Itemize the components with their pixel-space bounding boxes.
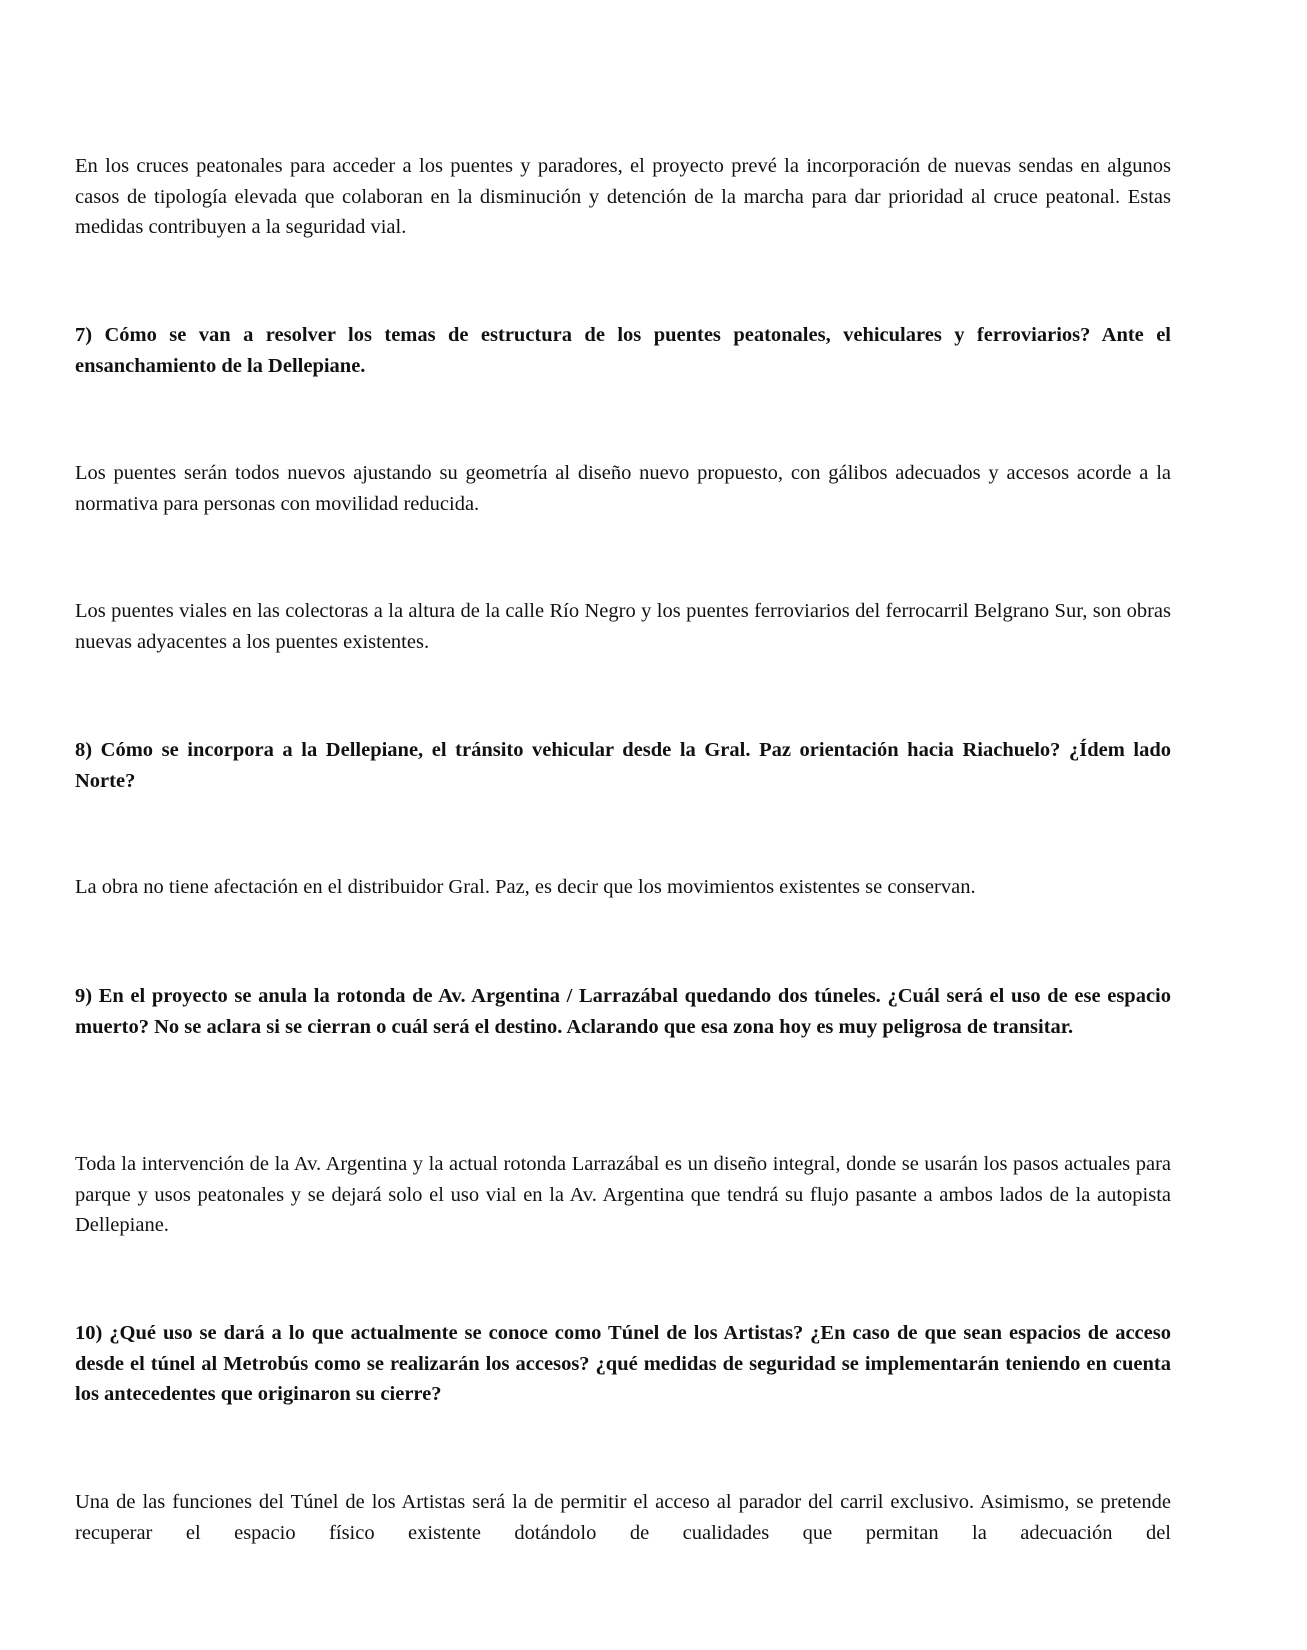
question-8: 8) Cómo se incorpora a la Dellepiane, el tránsito vehicular desde la Gral. Paz orientación hacia Riachuelo? ¿Ídem lado Norte? xyxy=(75,739,1171,792)
paragraph-answer: Los puentes viales en las colectoras a la altura de la calle Río Negro y los puentes ferroviarios del ferrocarril Belgrano Sur, son obras nuevas adyacentes a los puentes existentes. xyxy=(75,600,1171,653)
paragraph-answer: Los puentes serán todos nuevos ajustando su geometría al diseño nuevo propuesto, con gálibos adecuados y accesos acorde a la normativa para personas con movilidad reducida. xyxy=(75,462,1171,515)
paragraph-answer: La obra no tiene afectación en el distribuidor Gral. Paz, es decir que los movimientos existentes se conservan. xyxy=(75,876,976,898)
paragraph-answer: En los cruces peatonales para acceder a los puentes y paradores, el proyecto prevé la incorporación de nuevas sendas en algunos casos de tipología elevada que colaboran en la disminución y detención de la marcha para dar prioridad al cruce peatonal. Estas medidas contribuyen a la seguridad vial. xyxy=(75,155,1171,238)
question-10: 10) ¿Qué uso se dará a lo que actualmente se conoce como Túnel de los Artistas? ¿En caso de que sean espacios de acceso desde el túnel al Metrobús como se realizarán los accesos? ¿qué medidas de seguridad se implementarán teniendo en cuenta los antecedentes que originaron su cierre? xyxy=(75,1322,1171,1405)
paragraph-answer: Toda la intervención de la Av. Argentina y la actual rotonda Larrazábal es un diseño integral, donde se usarán los pasos actuales para parque y usos peatonales y se dejará solo el uso vial en la Av. Argentina que tendrá su flujo pasante a ambos lados de la autopista Dellepiane. xyxy=(75,1153,1171,1236)
paragraph-answer: Una de las funciones del Túnel de los Artistas será la de permitir el acceso al parador del carril exclusivo. Asimismo, se pretende recuperar el espacio físico existente dotándolo de cualidades que permitan la adecuación del xyxy=(75,1491,1171,1544)
question-9: 9) En el proyecto se anula la rotonda de Av. Argentina / Larrazábal quedando dos túneles. ¿Cuál será el uso de ese espacio muerto? No se aclara si se cierran o cuál será el destino. Aclarando que esa zona hoy es muy peligrosa de transitar. xyxy=(75,985,1171,1038)
question-7: 7) Cómo se van a resolver los temas de estructura de los puentes peatonales, vehiculares y ferroviarios? Ante el ensanchamiento de la Dellepiane. xyxy=(75,324,1171,377)
